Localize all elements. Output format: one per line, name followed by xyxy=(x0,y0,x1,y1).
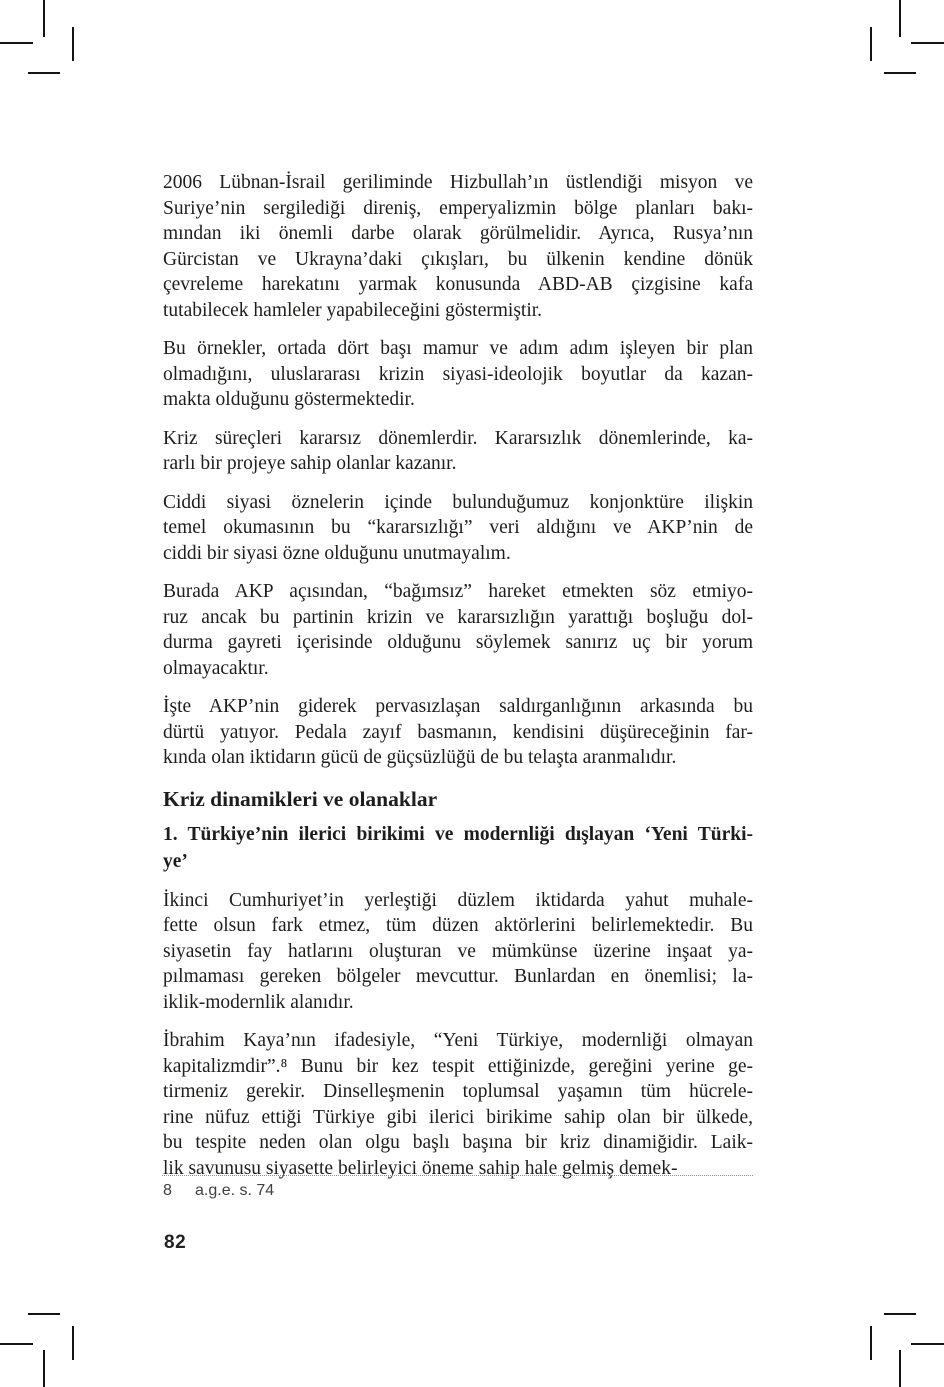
text-line: tirmeniz gerekir. Dinselleşmenin toplumsal yaşamın tüm hücrele- xyxy=(163,1081,753,1102)
text-line: İkinci Cumhuriyet’in yerleştiği düzlem iktidarda yahut muhale- xyxy=(163,889,753,911)
text-line: Gürcistan ve Ukrayna’daki çıkışları, bu ülkenin kendine dönük xyxy=(163,248,753,270)
crop-mark-bottom-left-inner-vertical xyxy=(72,1326,74,1360)
crop-mark-bottom-right-inner-vertical xyxy=(870,1326,872,1360)
text-line: lik savunusu siyasette belirleyici öneme sahip hale gelmiş demek- xyxy=(163,1157,678,1179)
text-line: iklik-modernlik alanıdır. xyxy=(163,991,354,1013)
crop-mark-top-right-outer-horizontal xyxy=(911,42,944,44)
text-line: makta olduğunu göstermektedir. xyxy=(163,389,415,410)
crop-mark-bottom-right-inner-horizontal xyxy=(884,1313,916,1315)
text-line: fette olsun fark etmez, tüm düzen aktörlerini belirlemektedir. Bu xyxy=(163,915,753,936)
text-line: durma gayreti içerisinde olduğunu söylemek sanırız uç bir yorum xyxy=(163,632,753,653)
footnote xyxy=(163,1181,754,1201)
text-line: olmadığını, uluslararası krizin siyasi-ideolojik boyutlar da kazan- xyxy=(163,363,753,385)
text-line: mından iki önemli darbe olarak görülmelidir. Ayrıca, Rusya’nın xyxy=(163,223,753,244)
text-line: ruz ancak bu partinin krizin ve kararsızlığın yarattığı boşluğu dol- xyxy=(163,606,753,628)
footnote-text: a.g.e. s. 74 xyxy=(195,1182,275,1199)
text-line: temel okumasının bu “kararsızlığı” veri aldığını ve AKP’nin de xyxy=(163,517,753,538)
text-line: rine nüfuz ettiği Türkiye gibi ilerici birikime sahip olan bir ülkede, xyxy=(163,1106,753,1128)
crop-mark-top-right-inner-vertical xyxy=(870,27,872,61)
crop-mark-bottom-right-outer-horizontal xyxy=(911,1343,944,1345)
text-line: çevreleme harekatını yarmak konusunda ABD-AB çizgisine kafa xyxy=(163,274,753,295)
text-line: İbrahim Kaya’nın ifadesiyle, “Yeni Türkiye, modernliği olmayan xyxy=(163,1030,753,1051)
page-number: 82 xyxy=(164,1232,187,1253)
text-line: 2006 Lübnan-İsrail geriliminde Hizbullah’ın üstlendiği misyon ve xyxy=(163,172,753,193)
crop-mark-bottom-left-outer-horizontal xyxy=(0,1343,33,1345)
text-line: kında olan iktidarın gücü de güçsüzlüğü de bu telaşta aranmalıdır. xyxy=(163,747,677,768)
text-line: dürtü yatıyor. Pedala zayıf basmanın, kendisini düşüreceğinin far- xyxy=(163,721,753,743)
crop-mark-bottom-left-inner-horizontal xyxy=(28,1313,60,1315)
text-line: Suriye’nin sergilediği direniş, emperyalizmin bölge planları bakı- xyxy=(163,197,753,219)
body-paragraph xyxy=(163,490,753,567)
text-line: Burada AKP açısından, “bağımsız” hareket etmekten söz etmiyo- xyxy=(163,581,753,602)
text-line: rarlı bir projeye sahip olanlar kazanır. xyxy=(163,453,457,474)
body-paragraph xyxy=(163,1028,753,1181)
text-line: ye’ xyxy=(163,850,188,872)
text-line: siyasetin fay hatlarını oluşturan ve mümkünse üzerine inşaat ya- xyxy=(163,940,753,962)
text-line: bu tespite neden olan olgu başlı başına bir kriz dinamiğidir. Laik- xyxy=(163,1132,753,1153)
text-column xyxy=(163,170,753,1194)
crop-mark-top-left-outer-vertical xyxy=(43,0,45,37)
text-line: olmayacaktır. xyxy=(163,657,269,679)
body-paragraph xyxy=(163,336,753,413)
crop-mark-top-left-outer-horizontal xyxy=(0,42,33,44)
text-line: Ciddi siyasi öznelerin içinde bulunduğumuz konjonktüre ilişkin xyxy=(163,491,753,513)
text-line: tutabilecek hamleler yapabileceğini göstermiştir. xyxy=(163,299,543,321)
text-line: İşte AKP’nin giderek pervasızlaşan saldırganlığının arkasında bu xyxy=(163,696,753,717)
text-line: kapitalizmdir”.⁸ Bunu bir kez tespit ettiğinizde, gereğini yerine ge- xyxy=(163,1055,753,1077)
body-paragraph xyxy=(163,579,753,681)
crop-mark-bottom-left-outer-vertical xyxy=(43,1350,45,1387)
crop-mark-bottom-right-outer-vertical xyxy=(899,1350,901,1387)
body-paragraph xyxy=(163,426,753,477)
footnote-separator-rule xyxy=(162,1175,753,1176)
section-heading: Kriz dinamikleri ve olanaklar xyxy=(163,786,438,811)
text-line: ciddi bir siyasi özne olduğunu unutmayalım. xyxy=(163,542,511,564)
text-line: pılmaması gereken bölgeler mevcuttur. Bunlardan en önemlisi; la- xyxy=(163,966,753,987)
crop-mark-top-right-inner-horizontal xyxy=(884,72,916,74)
text-line: 1. Türkiye’nin ilerici birikimi ve modernliği dışlayan ‘Yeni Türki- xyxy=(163,823,753,845)
body-paragraph xyxy=(163,170,753,323)
body-paragraph xyxy=(163,694,753,771)
crop-mark-top-left-inner-horizontal xyxy=(28,72,60,74)
crop-mark-top-left-inner-vertical xyxy=(72,27,74,61)
crop-mark-top-right-outer-vertical xyxy=(899,0,901,37)
text-line: Bu örnekler, ortada dört başı mamur ve adım adım işleyen bir plan xyxy=(163,338,753,359)
subsection-heading xyxy=(163,821,753,875)
text-line: Kriz süreçleri kararsız dönemlerdir. Kararsızlık dönemlerinde, ka- xyxy=(163,427,753,449)
footnote-marker: 8 xyxy=(163,1182,172,1199)
body-paragraph xyxy=(163,888,753,1016)
